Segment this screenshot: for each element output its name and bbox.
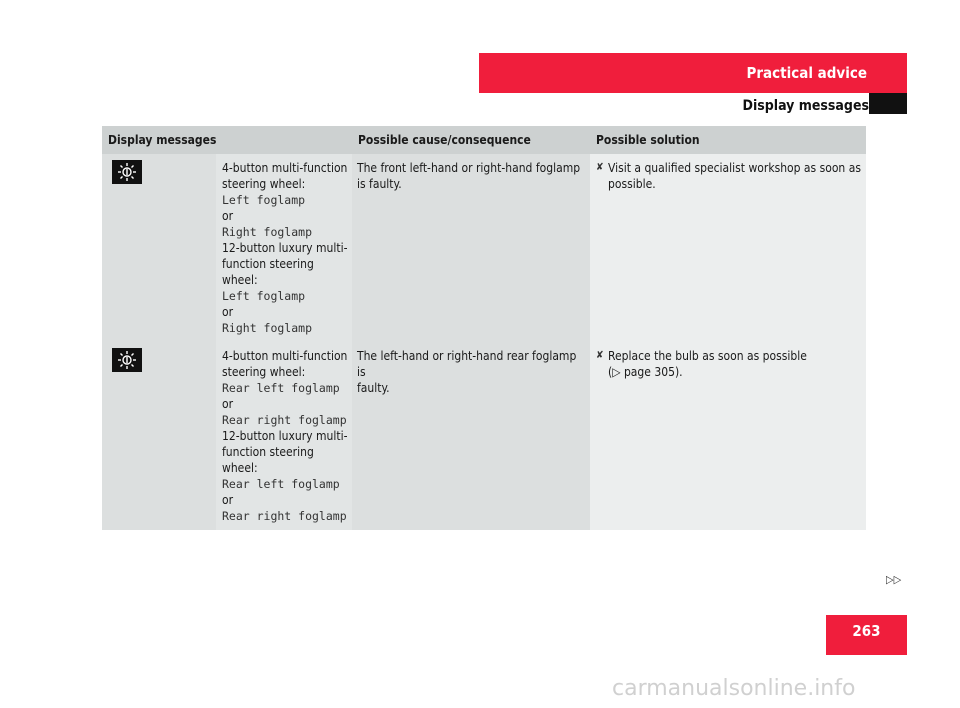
- message-display-text: Rear right foglamp: [222, 509, 347, 523]
- solution-step: [596, 160, 862, 192]
- column-header-solution: Possible solution: [596, 133, 700, 147]
- message-line: or: [222, 493, 234, 507]
- page-reference-link[interactable]: (▷ page 305).: [608, 365, 683, 379]
- table-row-cause-cell: [352, 154, 590, 342]
- table-row-message-cell: [216, 342, 352, 530]
- front-foglamp-icon: [112, 160, 142, 184]
- solution-step: [596, 348, 862, 380]
- solution-line: Replace the bulb as soon as possible: [608, 349, 807, 363]
- section-header: [479, 53, 907, 93]
- page-number: 263: [826, 615, 907, 655]
- message-line: wheel:: [222, 273, 258, 287]
- message-display-text: Left foglamp: [222, 289, 306, 303]
- step-arrow-icon: ✘: [596, 350, 604, 361]
- cause-line: The front left-hand or right-hand foglamp: [357, 161, 581, 175]
- subsection-title: Display messages: [742, 97, 869, 114]
- rear-foglamp-icon: [112, 348, 142, 372]
- message-line: steering wheel:: [222, 177, 306, 191]
- message-display-text: Rear left foglamp: [222, 477, 340, 491]
- message-line: 12-button luxury multi-: [222, 429, 348, 443]
- message-line: wheel:: [222, 461, 258, 475]
- table-row-message-cell: [216, 154, 352, 342]
- column-header-cause: Possible cause/consequence: [358, 133, 531, 147]
- solution-line: possible.: [608, 177, 656, 191]
- section-title: Practical advice: [746, 64, 867, 82]
- column-header-display-messages: Display messages: [108, 133, 217, 147]
- continued-icon: ▷▷: [886, 573, 902, 586]
- table-row-icon-cell: [102, 342, 216, 530]
- message-display-text: Right foglamp: [222, 225, 313, 239]
- message-line: function steering: [222, 445, 314, 459]
- message-line: 12-button luxury multi-: [222, 241, 348, 255]
- step-arrow-icon: ✘: [596, 162, 604, 173]
- message-display-text: Left foglamp: [222, 193, 306, 207]
- display-messages-table: [102, 126, 866, 530]
- solution-line: Visit a qualified specialist workshop as soon as: [608, 161, 861, 175]
- message-display-text: Rear right foglamp: [222, 413, 347, 427]
- message-line: steering wheel:: [222, 365, 306, 379]
- table-row-icon-cell: [102, 154, 216, 342]
- message-line: 4-button multi-function: [222, 161, 348, 175]
- table-header: [102, 126, 866, 154]
- message-line: function steering: [222, 257, 314, 271]
- message-display-text: Right foglamp: [222, 321, 313, 335]
- message-line: or: [222, 209, 234, 223]
- table-row-cause-cell: [352, 342, 590, 530]
- watermark: carmanualsonline.info: [612, 676, 856, 701]
- message-display-text: Rear left foglamp: [222, 381, 340, 395]
- message-line: 4-button multi-function: [222, 349, 348, 363]
- message-line: or: [222, 305, 234, 319]
- cause-line: is faulty.: [357, 177, 402, 191]
- cause-line: The left-hand or right-hand rear foglamp is: [357, 349, 577, 379]
- cause-line: faulty.: [357, 381, 390, 395]
- table-row-solution-cell: [590, 154, 866, 342]
- table-row-solution-cell: [590, 342, 866, 530]
- header-marker: [869, 93, 907, 114]
- message-line: or: [222, 397, 234, 411]
